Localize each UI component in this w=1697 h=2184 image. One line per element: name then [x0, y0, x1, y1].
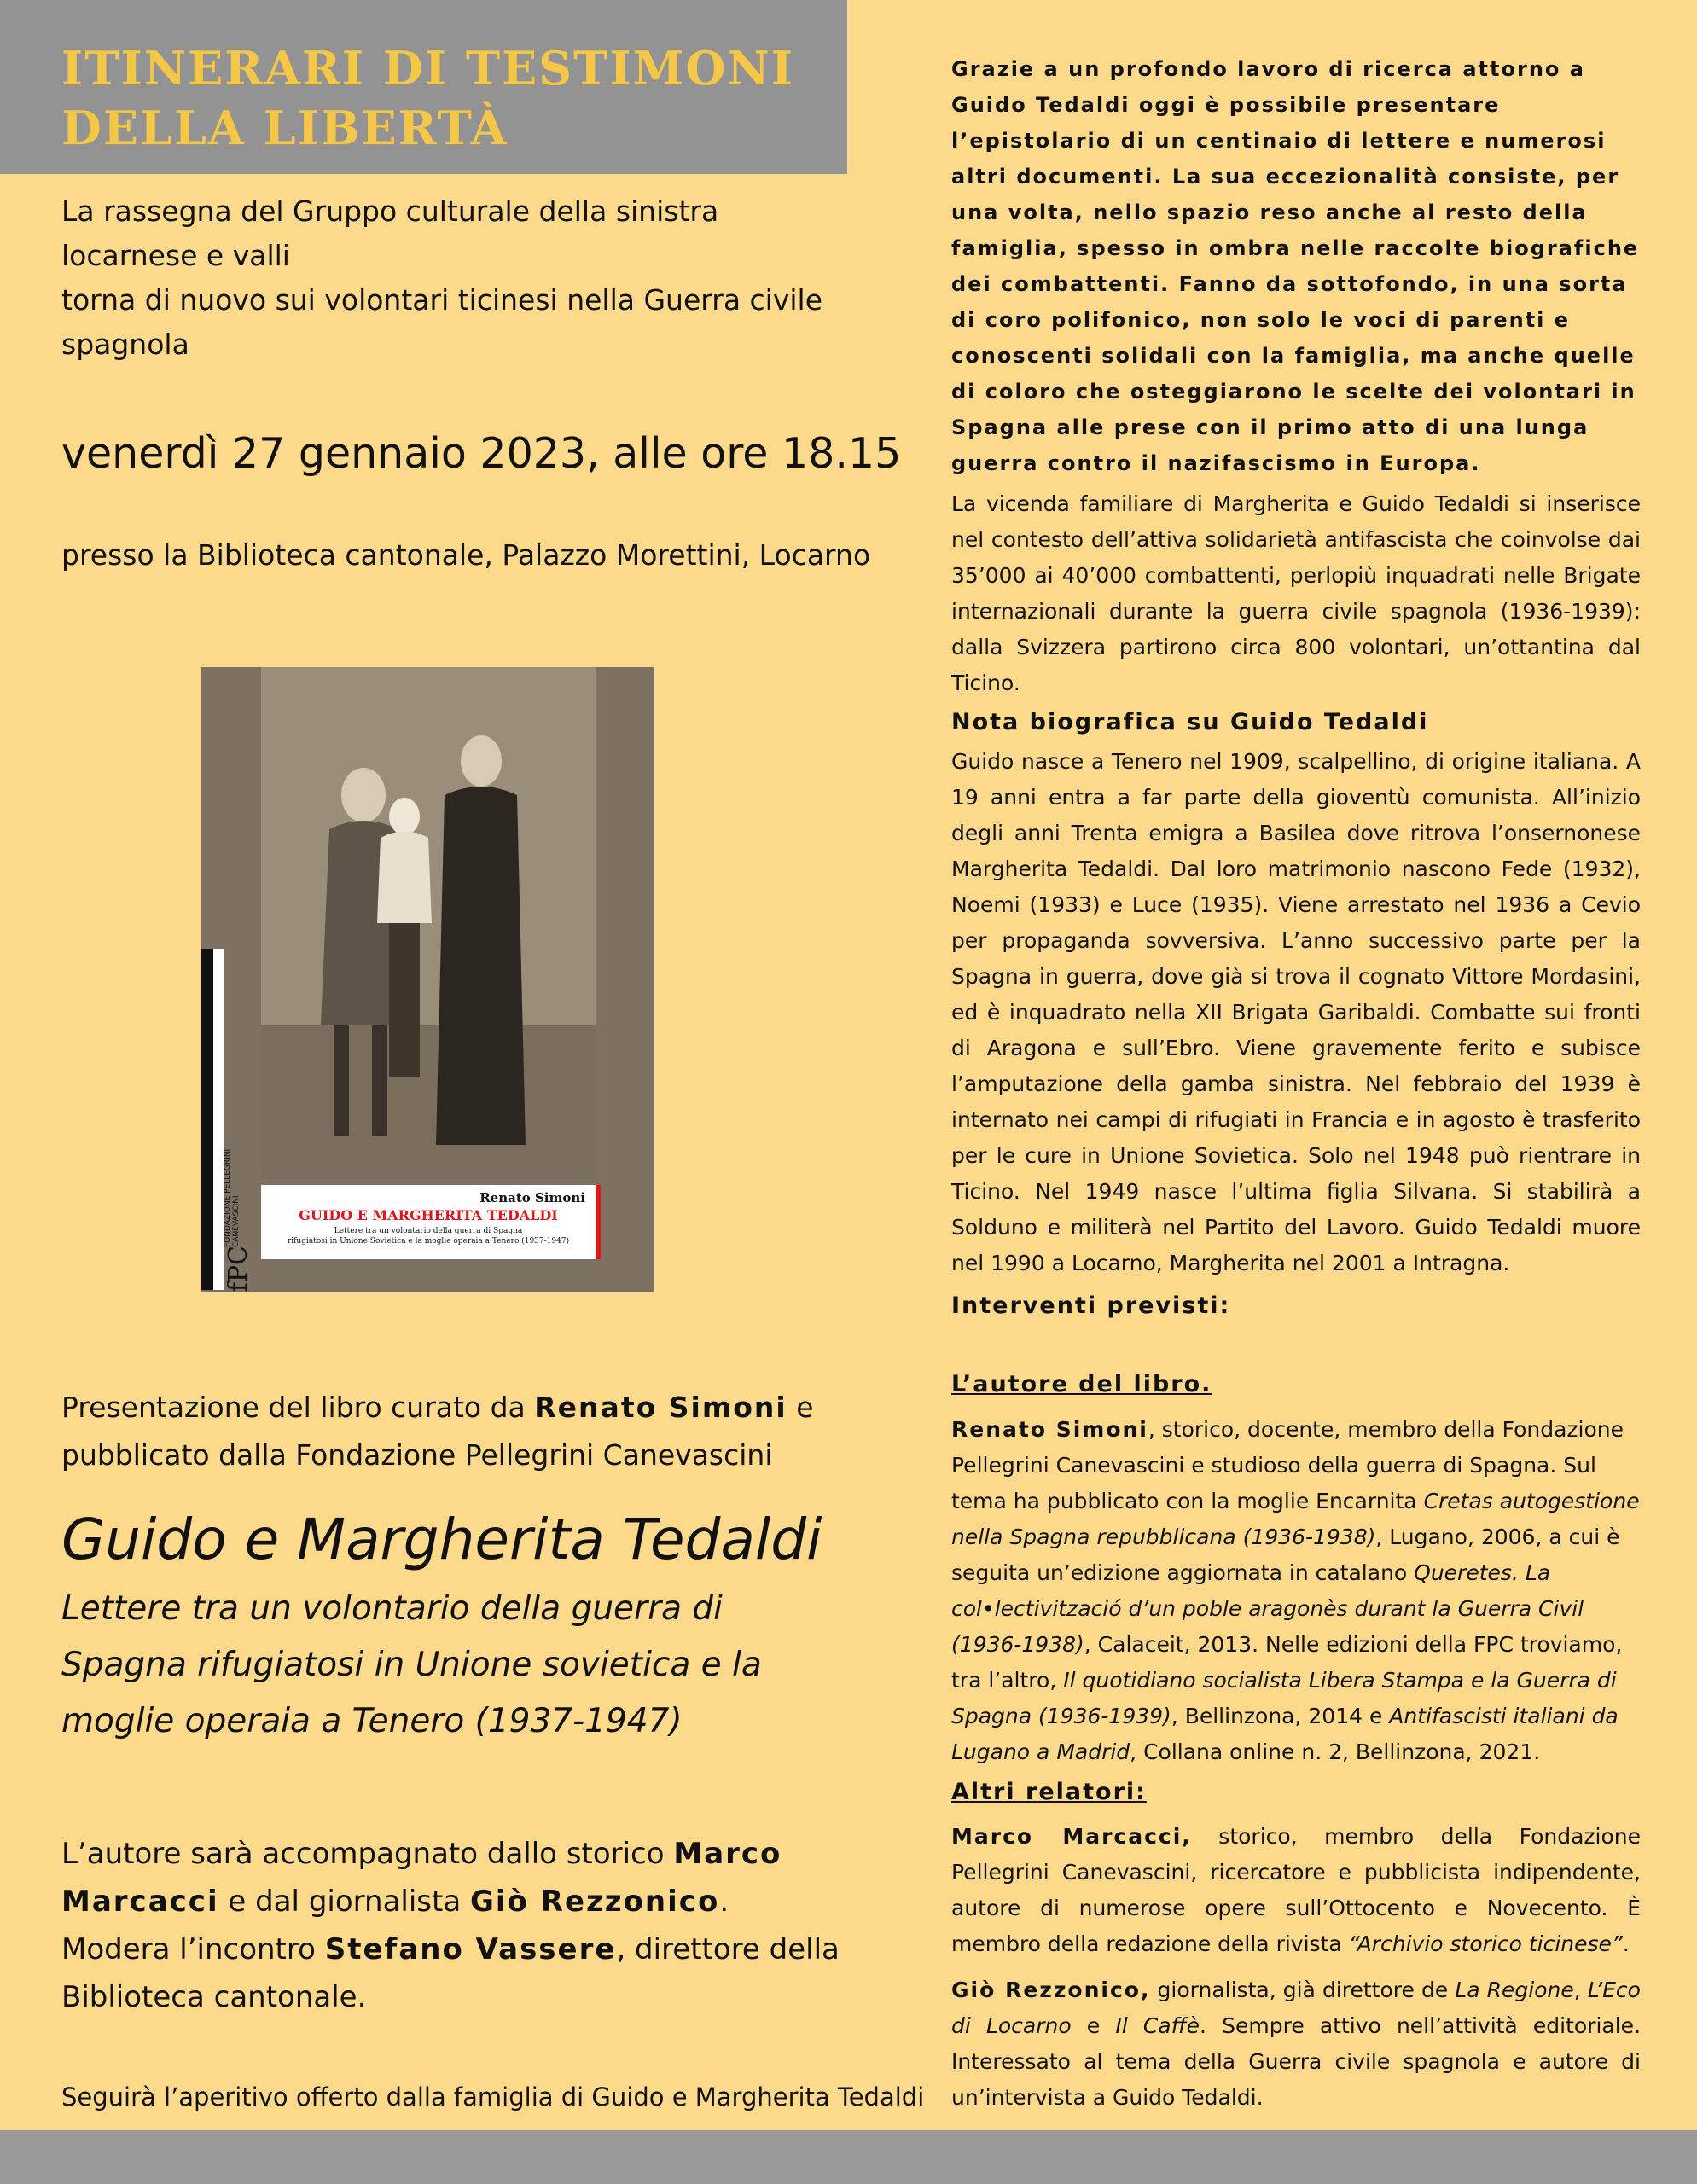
- title-line-1: ITINERARI DI TESTIMONI: [61, 41, 795, 96]
- spine-white-stripe: [213, 949, 224, 1290]
- author-heading: L’autore del libro.: [951, 1371, 1212, 1397]
- guests-paragraph: L’autore sarà accompagnato dallo storico Marco Marcacci e dal giornalista Giò Rezzonico. Modera l’incontro Stefano Vassere, direttore della Biblioteca cantonale.: [61, 1837, 840, 2014]
- author-bio: Renato Simoni, storico, docente, membro della Fondazione Pellegrini Canevascini e studioso della guerra di Spagna. Sul tema ha pubblicato con la moglie Encarnita Cretas autogestione nella Spagna repubblicana (1936-1938), Lugano, 2006, a cui è seguita un’edizione aggiornata in catalano Queretes. La col•lectivització d’un poble aragonès durant la Guerra Civil (1936-1938), Calaceit, 2013. Nelle edizioni della FPC troviamo, tra l’altro, Il quotidiano socialista Libera Stampa e la Guerra di Spagna (1936-1939), Bellinzona, 2014 e Antifascisti italiani da Lugano a Madrid, Collana online n. 2, Bellinzona, 2021.: [951, 1417, 1640, 1764]
- book-title: Guido e Margherita Tedaldi: [61, 1507, 822, 1572]
- title-line-2: DELLA LIBERTÀ: [61, 101, 509, 155]
- book-cover-photo: [261, 667, 596, 1179]
- book-cover-subtitle: Lettere tra un volontario della guerra di Spagna rifugiatosi in Unione Sovietica e la moglie operaia a Tenero (1937-1947): [287, 1227, 570, 1246]
- family-photo-illustration: [261, 667, 596, 1179]
- subtitle-line-2: torna di nuovo sui volontari ticinesi nella Guerra civile spagnola: [61, 283, 823, 361]
- guest-marcacci: Marco Marcacci: [61, 1837, 782, 1919]
- other-speakers-heading: Altri relatori:: [951, 1779, 1147, 1805]
- footer-bar: [0, 2130, 1697, 2184]
- context-paragraph: La vicenda familiare di Margherita e Guido Tedaldi si inserisce nel contesto dell’attiva solidarietà antifascista che coinvolse dai 35’000 ai 40’000 combattenti, perlopiù inquadrati nelle Brigate internazionali durante la guerra civile spagnola (1936-1939): dalla Svizzera partirono circa 800 volontari, un’ottantina dal Ticino.: [951, 491, 1641, 695]
- publisher-logo: fPC: [224, 1246, 253, 1292]
- book-cover-author: Renato Simoni: [479, 1190, 585, 1205]
- title-banner: [0, 0, 847, 174]
- moderator-vassere: Stefano Vassere: [324, 1932, 617, 1966]
- speakers-heading: Interventi previsti:: [951, 1292, 1231, 1319]
- publisher-spine-text: FONDAZIONE PELLEGRINI CANEVASCINI: [224, 1148, 241, 1247]
- book-cover-label: [261, 1185, 601, 1259]
- marcacci-bio: Marco Marcacci, storico, membro della Fondazione Pellegrini Canevascini, ricercatore e pubblicista indipendente, autore di numerose opere sull’Ottocento e Novecento. È membro della redazione della rivista “Archivio storico ticinese”.: [951, 1824, 1641, 1956]
- book-cover-image: [201, 667, 654, 1292]
- event-date: venerdì 27 gennaio 2023, alle ore 18.15: [61, 429, 902, 478]
- rezzonico-bio: Giò Rezzonico, giornalista, già direttore de La Regione, L’Eco di Locarno e Il Caffè. Sempre attivo nell’attività editoriale. Interessato al tema della Guerra civile spagnola e autore di un’intervista a Guido Tedaldi.: [951, 1978, 1642, 2110]
- bio-heading: Nota biografica su Guido Tedaldi: [951, 709, 1429, 735]
- event-venue: presso la Biblioteca cantonale, Palazzo Morettini, Locarno: [61, 538, 871, 572]
- book-cover-title: GUIDO E MARGHERITA TEDALDI: [299, 1207, 558, 1223]
- subtitle: [61, 189, 846, 367]
- subtitle-line-1: La rassegna del Gruppo culturale della sinistra locarnese e valli: [61, 195, 719, 272]
- presentation-intro: Presentazione del libro curato da Renato Simoni e pubblicato dalla Fondazione Pellegrini Canevascini: [61, 1391, 814, 1472]
- aperitivo-note: Seguirà l’aperitivo offerto dalla famiglia di Guido e Margherita Tedaldi: [61, 2082, 925, 2111]
- book-subtitle: Lettere tra un volontario della guerra di Spagna rifugiatosi in Unione sovietica e la moglie operaia a Tenero (1937-1947): [61, 1589, 762, 1740]
- spine-black-stripe: [201, 949, 213, 1290]
- guest-rezzonico: Giò Rezzonico: [470, 1885, 720, 1919]
- bio-paragraph: Guido nasce a Tenero nel 1909, scalpellino, di origine italiana. A 19 anni entra a far parte della gioventù comunista. All’inizio degli anni Trenta emigra a Basilea dove ritrova l’onsernonese Margherita Tedaldi. Dal loro matrimonio nascono Fede (1932), Noemi (1933) e Luce (1935). Viene arrestato nel 1936 a Cevio per propaganda sovversiva. L’anno successivo parte per la Spagna in guerra, dove già si trova il cognato Vittore Mordasini, ed è inquadrato nella XII Brigata Garibaldi. Combatte sui fronti di Aragona e sull’Ebro. Viene gravemente ferito e subisce l’amputazione della gamba sinistra. Nel febbraio del 1939 è internato nei campi di rifugiati in Francia e in agosto è trasferito per le cure in Unione Sovietica. Solo nel 1948 può rientrare in Ticino. Nel 1949 nasce l’ultima figlia Silvana. Si stabilirà a Solduno e militerà nel Partito del Lavoro. Guido Tedaldi muore nel 1990 a Locarno, Margherita nel 2001 a Intragna.: [951, 749, 1641, 1275]
- intro-paragraph: Grazie a un profondo lavoro di ricerca attorno a Guido Tedaldi oggi è possibile presentare l’epistolario di un centinaio di lettere e numerosi altri documenti. La sua eccezionalità consiste, per una volta, nello spazio reso anche al resto della famiglia, spesso in ombra nelle raccolte biografiche dei combattenti. Fanno da sottofondo, in una sorta di coro polifonico, non solo le voci di parenti e conoscenti solidali con la famiglia, ma anche quelle di coloro che osteggiarono le scelte dei volontari in Spagna alle prese con il primo atto di una lunga guerra contro il nazifascismo in Europa.: [951, 57, 1640, 475]
- author-name: Renato Simoni: [534, 1391, 787, 1424]
